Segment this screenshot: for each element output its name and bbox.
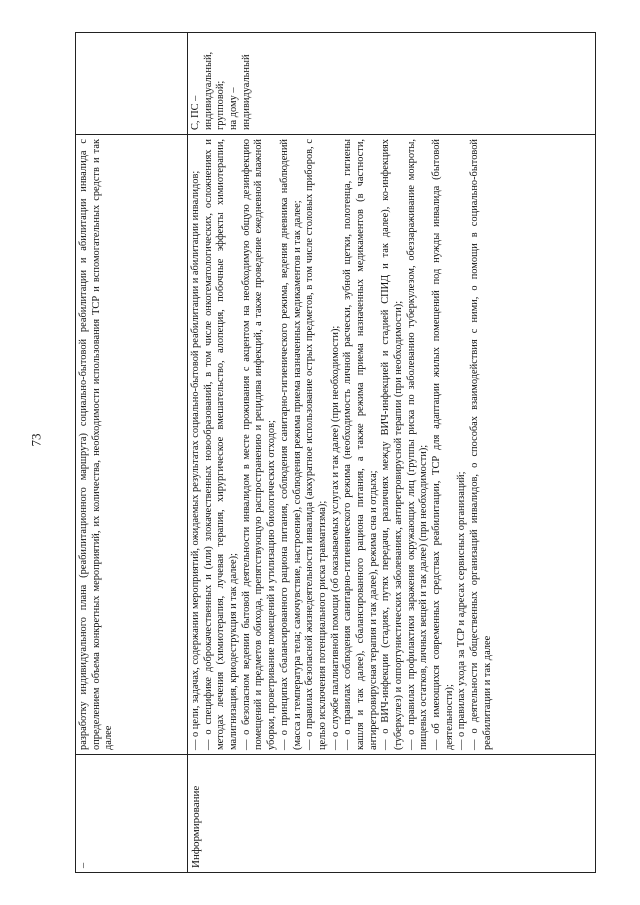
table-row-informing [188, 33, 596, 873]
table-cell-empty [76, 33, 188, 135]
list-item: — о правилах безопасной жизнедеятельности инвалида (аккуратное использование острых предметов, в том числе столовых приборов, с целью исключения потенциального риска травматизма); [304, 139, 328, 750]
list-item: — о цели, задачах, содержании мероприятий, ожидаемых результатах социально-бытовой реабилитации и абилитации инвалидов; [190, 170, 201, 750]
plan-description: разработку индивидуального плана (реабилитационного маршрута) социально-бытовой реабилитации и абилитации инвалида с определением объема конкретных мероприятий, их количества, необходимости использования ТСР и вспомогательных средств и так далее [78, 139, 115, 750]
table-row-plan [76, 33, 188, 873]
table-cell-service-form [188, 33, 596, 135]
rotated-table-container [75, 33, 595, 873]
table-cell-plan-text [76, 135, 188, 755]
list-item: — об имеющихся современных средствах реабилитации, ТСР для адаптации жилых помещений под нужды инвалида (бытовой деятельности); [431, 139, 455, 750]
list-item: — о правилах ухода за ТСР и адресах сервисных организаций; [456, 471, 468, 750]
service-form-line: С, ПС – [190, 95, 201, 130]
list-item: — о службе паллиативной помощи (об оказываемых услугах и так далее) (при необходимости); [329, 325, 341, 750]
rehab-measures-table [75, 32, 596, 873]
table-cell-dash: – [76, 755, 188, 873]
page-number: 73 [28, 433, 44, 447]
service-form-line: индивидуальный, [202, 51, 214, 130]
service-form-line: индивидуальный [240, 54, 252, 130]
service-form-line: на дому – [228, 87, 240, 130]
list-item: — о деятельности общественных организаций инвалидов, о способах взаимодействия с ними, о помощи в социально-бытовой реабилитации и так далее [469, 139, 493, 750]
table-cell-informing-list [188, 135, 596, 755]
list-item: — о ВИЧ-инфекции (стадиях, путях передачи, различиях между ВИЧ-инфекцией и стадией СПИД и так далее), ко-инфекциях (туберкулез) и оппортунистических заболеваниях, антиретровирусной терапии (при необходимости); [380, 139, 404, 750]
list-item: — о специфике доброкачественных и (или) злокачественных новообразований, в том числе онкогематологических, осложнениях и методах лечения (химиотерапия, лучевая терапия, хирургическое вмешательство, алопеция, побочные эффекты химиотерапии, малигнизация, криодеструкция и так далее); [202, 139, 240, 750]
list-item: — о безопасном ведении бытовой деятельности инвалидом в месте проживания с акцентом на необходимую общую дезинфекцию помещений и предметов обихода, препятствующую распространению и рецидива инфекций, а также проведение ежедневной влажной уборки, проветривание помещений и утилизацию биологических отходов; [240, 139, 278, 750]
list-item: — о правилах профилактики заражения окружающих лиц (группы риска по заболеванию туберкулезом, обеззараживание мокроты, пищевых остатков, личных вещей и так далее) (при необходимости); [405, 139, 430, 750]
list-item: — о принципах сбалансированного рациона питания, соблюдения санитарно-гигиенического режима, ведения дневника наблюдений (масса и температура тела; самочувствие, настроение), соблюдения режима приема назначенных медикаментов и так далее; [278, 139, 303, 750]
list-item: — о правилах соблюдения санитарно-гигиенического режима (необходимость личной расчески, зубной щетки, полотенца, гигиены кашля и так далее), сбалансированного рациона питания, а также режима приема назначенных медикаментов (в частности, антиретровирусная терапия и так далее), режима сна и отдыха; [342, 139, 379, 750]
table-cell-informing-title: Информирование [188, 755, 596, 873]
service-form-line: групповой; [215, 80, 227, 130]
